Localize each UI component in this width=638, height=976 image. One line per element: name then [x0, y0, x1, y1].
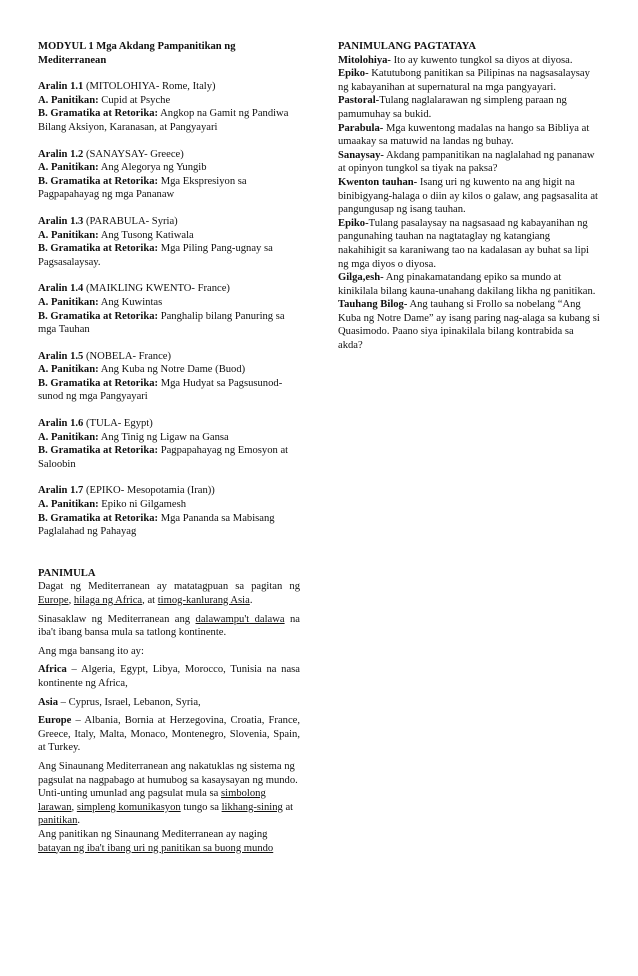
term: Parabula-	[338, 122, 384, 134]
region-europe	[38, 714, 300, 755]
lesson-head: Aralin 1.3	[38, 215, 84, 227]
definition: Tulang pasalaysay na nagsasaad ng kabayanihan ng pangunahing tauhan na nagtataglay ng katangiang nakahihigit sa karaniwang tao na kadalasan ay buhat sa lipi ng mga diyos o diyosa.	[338, 217, 589, 270]
right-column	[338, 40, 600, 353]
lesson-a-text: Ang Tusong Katiwala	[100, 229, 194, 241]
pagtatya-item	[338, 94, 600, 121]
lesson-2	[38, 148, 300, 202]
lesson-3	[38, 215, 300, 269]
pagtatya-title: PANIMULANG PAGTATAYA	[338, 41, 477, 52]
lesson-6	[38, 417, 300, 471]
pagtatya-item	[338, 298, 600, 352]
lesson-b-label: B. Gramatika at Retorika:	[38, 445, 159, 457]
panimula-paragraph-2	[38, 613, 300, 640]
link-twenty-two[interactable]: dalawampu't dalawa	[195, 613, 285, 625]
lesson-b-text: Mga Ekspresiyon sa Pagpapahayag ng mga Pananaw	[38, 175, 247, 201]
lesson-a-text: Ang Tinig ng Ligaw na Gansa	[100, 431, 229, 443]
lesson-a-text: Ang Kuwintas	[100, 296, 163, 308]
text-run: ,	[68, 595, 74, 606]
lesson-a-text: Ang Kuba ng Notre Dame (Buod)	[100, 364, 246, 376]
region-label: Africa	[38, 664, 67, 676]
lesson-b-label: B. Gramatika at Retorika:	[38, 243, 159, 255]
lesson-a-label: A. Panitikan:	[38, 364, 99, 376]
lesson-b-text: Mga Hudyat sa Pagsusunod-sunod ng mga Pangyayari	[38, 377, 283, 403]
term: Tauhang Bilog-	[338, 299, 408, 311]
lesson-a-label: A. Panitikan:	[38, 296, 99, 308]
link-simbolong-larawan[interactable]: simbolong larawan	[38, 788, 266, 813]
definition: Tulang naglalarawan ng simpleng paraan ng pamumuhay sa bukid.	[338, 95, 567, 120]
text-run: , at	[142, 595, 158, 606]
lesson-b-text: Pagpapahayag ng Emosyon at Saloobin	[38, 445, 289, 470]
text-run: .	[249, 595, 253, 606]
lesson-head: Aralin 1.6	[38, 418, 84, 430]
definition: Ang pinakamatandang epiko sa mundo at kinikilala bilang kauna-unahang dakilang likha ng panitikan.	[338, 272, 596, 297]
lesson-topic: (MITOLOHIYA- Rome, Italy)	[85, 81, 216, 93]
lesson-topic: (TULA- Egypt)	[85, 418, 153, 430]
lesson-topic: (EPIKO- Mesopotamia (Iran))	[85, 485, 215, 497]
text-run: Sinasaklaw ng Mediterranean ang	[38, 613, 196, 625]
term: Pastoral-	[338, 95, 380, 107]
term: Kwenton tauhan-	[338, 176, 418, 188]
region-africa	[38, 663, 300, 690]
term: Epiko-	[338, 217, 369, 229]
left-column	[38, 40, 300, 855]
link-europe[interactable]: Europe	[38, 595, 69, 606]
lesson-head: Aralin 1.7	[38, 485, 84, 497]
text-run: ,	[71, 801, 77, 813]
lesson-a-label: A. Panitikan:	[38, 94, 99, 106]
lesson-b-label: B. Gramatika at Retorika:	[38, 512, 159, 524]
link-southwest-asia[interactable]: timog-kanlurang Asia	[157, 595, 250, 606]
lesson-a-text: Epiko ni Gilgamesh	[101, 499, 187, 511]
term: Gilga,esh-	[338, 272, 384, 284]
lesson-topic: (NOBELA- France)	[85, 350, 171, 362]
panimula-paragraph-5	[38, 828, 300, 855]
text-run: at	[282, 801, 294, 813]
pagtatya-item	[338, 176, 600, 217]
text-run: tungo sa	[180, 801, 222, 813]
lesson-4	[38, 282, 300, 336]
lesson-a-label: A. Panitikan:	[38, 499, 99, 511]
text-run: Ang Sinaunang Mediterranean ang nakatuklas ng sistema ng pagsulat na nagpabago at humubog sa kasaysayan ng mundo. Unti-unting umunlad ang pagsulat mula sa	[38, 760, 298, 800]
text-run: na iba't ibang bansa mula sa tatlong kontinente.	[38, 613, 301, 639]
term: Epiko-	[338, 68, 369, 80]
lesson-b-text: Angkop na Gamit ng Pandiwa Bilang Aksiyon, Karanasan, at Pangyayari	[38, 108, 289, 133]
pagtatya-item	[338, 149, 600, 176]
module-title: MODYUL 1 Mga Akdang Pampanitikan ng Mediterranean	[38, 41, 236, 66]
region-text: – Algeria, Egypt, Libya, Morocco, Tunisia na nasa kontinente ng Africa,	[38, 664, 300, 689]
pagtatya-item	[338, 217, 600, 271]
lesson-b-text: Mga Piling Pang-ugnay sa Pagsasalaysay.	[38, 243, 273, 268]
lesson-head: Aralin 1.2	[38, 148, 84, 160]
lesson-b-label: B. Gramatika at Retorika:	[38, 175, 159, 187]
lesson-topic: (PARABULA- Syria)	[85, 215, 178, 227]
link-north-africa[interactable]: hilaga ng Africa	[73, 595, 143, 606]
lesson-7	[38, 484, 300, 538]
lesson-head: Aralin 1.1	[38, 81, 84, 93]
lesson-topic: (SANAYSAY- Greece)	[85, 148, 184, 160]
pagtatya-item	[338, 122, 600, 149]
text-run: Dagat ng Mediterranean ay matatagpuan sa pagitan ng	[38, 581, 300, 593]
lesson-head: Aralin 1.4	[38, 283, 84, 295]
pagtatya-item	[338, 54, 600, 68]
region-text: – Albania, Bornia at Herzegovina, Croatia, France, Greece, Italy, Malta, Monaco, Montenegro, Slovenia, Spain, at Turkey.	[38, 715, 300, 754]
lesson-a-label: A. Panitikan:	[38, 431, 99, 443]
lesson-b-label: B. Gramatika at Retorika:	[38, 377, 159, 389]
definition: Isang uri ng kuwento na ang higit na binibigyang-halaga o diin ay kilos o galaw, ang pagsasalita at pangungusap ng isang tauhan.	[338, 176, 598, 216]
panimula-title: PANIMULA	[38, 567, 96, 579]
definition: Akdang pampanitikan na naglalahad ng pananaw at opinyon tungkol sa tiyak na paksa?	[338, 149, 595, 175]
lesson-b-text: Mga Pananda sa Mabisang Paglalahad ng Pahayag	[38, 512, 275, 538]
term: Sanaysay-	[338, 149, 384, 161]
lesson-head: Aralin 1.5	[38, 350, 84, 362]
lesson-a-label: A. Panitikan:	[38, 162, 99, 174]
lesson-5	[38, 350, 300, 404]
lesson-b-text: Panghalip bilang Panuring sa mga Tauhan	[38, 310, 285, 336]
term: Mitolohiya-	[338, 54, 391, 66]
definition: Ito ay kuwento tungkol sa diyos at diyosa.	[390, 54, 573, 66]
definition: Katutubong panitikan sa Pilipinas na nagsasalaysay ng kabayanihan at supernatural na mga pangyayari.	[338, 68, 590, 93]
link-panitikan[interactable]: panitikan	[38, 815, 78, 827]
region-label: Asia	[38, 696, 59, 708]
pagtatya-item	[338, 67, 600, 94]
link-batayan[interactable]: batayan ng iba't ibang uri ng panitikan sa buong mundo	[38, 842, 274, 854]
lesson-b-label: B. Gramatika at Retorika:	[38, 108, 159, 120]
lesson-1	[38, 80, 300, 134]
panimula-paragraph-3: Ang mga bansang ito ay:	[38, 645, 144, 657]
definition: Ang tauhang si Frollo sa nobelang “Ang Kuba ng Notre Dame” ay isang paring nag-alaga sa kubang si Quasimodo. Paano siya ipinakilala bilang kontrabida sa akda?	[338, 299, 600, 352]
lesson-b-label: B. Gramatika at Retorika:	[38, 310, 159, 322]
region-label: Europe	[38, 715, 72, 727]
lesson-a-label: A. Panitikan:	[38, 229, 99, 241]
link-simpleng-komunikasyon[interactable]: simpleng komunikasyon	[76, 801, 181, 813]
region-asia	[38, 696, 300, 710]
panimula-paragraph-1	[38, 580, 300, 607]
lesson-topic: (MAIKLING KWENTO- France)	[85, 283, 230, 295]
text-run: .	[77, 815, 81, 827]
definition: Mga kuwentong madalas na hango sa Bibliya at umaakay sa matuwid na landas ng buhay.	[338, 122, 590, 148]
link-likhang-sining[interactable]: likhang-sining	[221, 801, 283, 813]
pagtatya-item	[338, 271, 600, 298]
region-text: – Cyprus, Israel, Lebanon, Syria,	[58, 696, 201, 708]
text-run: Ang panitikan ng Sinaunang Mediterranean ay naging	[38, 828, 268, 840]
panimula-paragraph-4	[38, 760, 300, 828]
lesson-a-text: Cupid at Psyche	[101, 94, 171, 106]
lesson-a-text: Ang Alegorya ng Yungib	[100, 162, 207, 174]
